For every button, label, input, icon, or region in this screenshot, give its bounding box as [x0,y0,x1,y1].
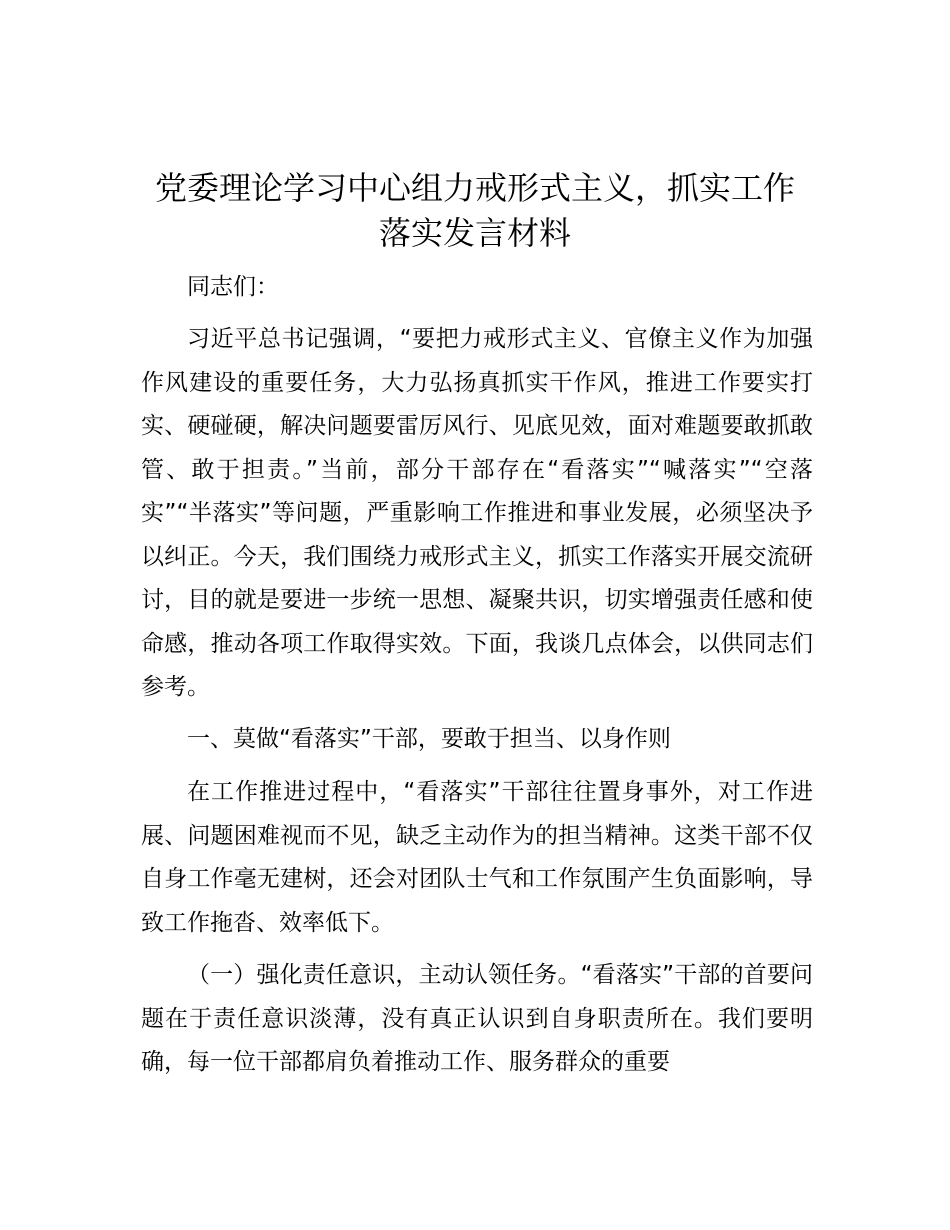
section-1-paragraph: 在工作推进过程中，“看落实”干部往往置身事外，对工作进展、问题困难视而不见，缺乏主动作为的担当精神。这类干部不仅自身工作毫无建树，还会对团队士气和工作氛围产生负面影响，导致工作拖沓、效率低下。 [141,779,813,936]
intro-paragraph: 习近平总书记强调，“要把力戒形式主义、官僚主义作为加强作风建设的重要任务，大力弘扬真抓实干作风，推进工作要实打实、硬碰硬，解决问题要雷厉风行、见底见效，面对难题要敢抓敢管、敢于担责。”当前，部分干部存在“看落实”“喊落实”“空落实”“半落实”等问题，严重影响工作推进和事业发展，必须坚决予以纠正。今天，我们围绕力戒形式主义，抓实工作落实开展交流研讨，目的就是要进一步统一思想、凝聚共识，切实增强责任感和使命感，推动各项工作取得实效。下面，我谈几点体会，以供同志们参考。 [141,326,813,700]
subsection-1-paragraph: （一）强化责任意识，主动认领任务。“看落实”干部的首要问题在于责任意识淡薄，没有真正认识到自身职责所在。我们要明确，每一位干部都肩负着推动工作、服务群众的重要 [141,962,813,1075]
document-title-line-2: 落实发言材料 [378,214,571,252]
greeting: 同志们： [187,274,279,300]
section-heading-1: 一、莫做“看落实”干部，要敢于担当、以身作则 [187,726,671,752]
document-title-line-1: 党委理论学习中心组力戒形式主义，抓实工作 [154,169,795,207]
